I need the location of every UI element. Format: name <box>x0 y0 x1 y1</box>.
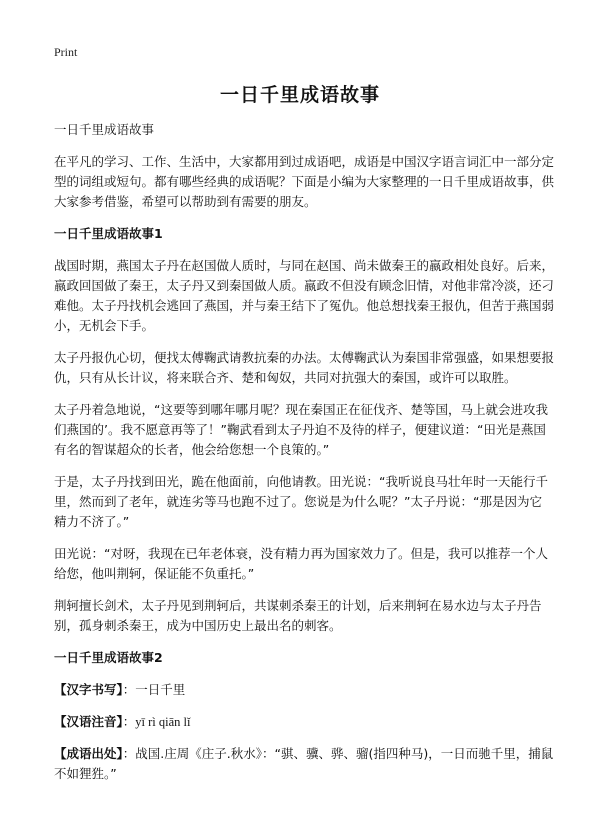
document-title: 一日千里成语故事 <box>219 84 380 106</box>
field-value: ：战国.庄周《庄子.秋水》：“骐、骥、骅、骝(指四种马)，一日而驰千里，捕鼠不如狸狌。” <box>54 746 554 781</box>
field-label: 【汉字书写】 <box>54 682 123 697</box>
intro-paragraph: 在平凡的学习、工作、生活中，大家都用到过成语吧，成语是中国汉字语言词汇中一部分定型的词组或短句。都有哪些经典的成语呢？下面是小编为大家整理的一日千里成语故事，供大家参考借鉴，希望可以帮助到有需要的朋友。 <box>54 154 555 209</box>
story-paragraph: 田光说：“对呀，我现在已年老体衰，没有精力再为国家效力了。但是，我可以推荐一个人给您，他叫荆轲，保证能不负重托。” <box>54 546 548 581</box>
section-heading-1: 一日千里成语故事1 <box>54 226 163 241</box>
field-value: ：一日千里 <box>122 682 186 697</box>
story-paragraph: 战国时期，燕国太子丹在赵国做人质时，与同在赵国、尚未做秦王的嬴政相处良好。后来，嬴政回国做了秦王，太子丹又到秦国做人质。嬴政不但没有顾念旧情，对他非常冷淡，还刁难他。太子丹找机会逃回了燕国，并与秦王结下了冤仇。他总想找秦王报仇，但苦于燕国弱小，无机会下手。 <box>54 258 555 333</box>
section-heading-2: 一日千里成语故事2 <box>54 650 163 665</box>
story-paragraph: 太子丹报仇心切，便找太傅鞠武请教抗秦的办法。太傅鞠武认为秦国非常强盛，如果想要报仇，只有从长计议，将来联合齐、楚和匈奴，共同对抗强大的秦国，或许可以取胜。 <box>54 350 555 385</box>
story-paragraph: 太子丹着急地说，“这要等到哪年哪月呢？现在秦国正在征伐齐、楚等国，马上就会进攻我们燕国的’。我不愿意再等了！”鞠武看到太子丹迫不及待的样子，便建议道：“田光是燕国有名的智谋超众的长者，他会给您想一个良策的。” <box>54 402 548 457</box>
idiom-pinyin-field <box>54 712 554 732</box>
field-value: ：yī rì qiān lǐ <box>122 715 191 729</box>
idiom-writing-field <box>54 680 554 700</box>
article-body <box>54 120 554 796</box>
field-label: 【汉语注音】 <box>54 714 123 729</box>
story-paragraph: 荆轲擅长剑术，太子丹见到荆轲后，共谋刺杀秦王的计划，后来荆轲在易水边与太子丹告别，孤身刺杀秦王，成为中国历史上最出名的刺客。 <box>54 598 542 633</box>
idiom-source-field <box>54 744 554 784</box>
article-subtitle: 一日千里成语故事 <box>54 122 155 137</box>
print-link[interactable]: Print <box>54 45 78 59</box>
field-label: 【成语出处】 <box>54 746 123 761</box>
story-paragraph: 于是，太子丹找到田光，跪在他面前，向他请教。田光说：“我听说良马壮年时一天能行千里，然而到了老年，就连劣等马也跑不过了。您说是为什么呢？”太子丹说：“那是因为它精力不济了。” <box>54 474 548 529</box>
